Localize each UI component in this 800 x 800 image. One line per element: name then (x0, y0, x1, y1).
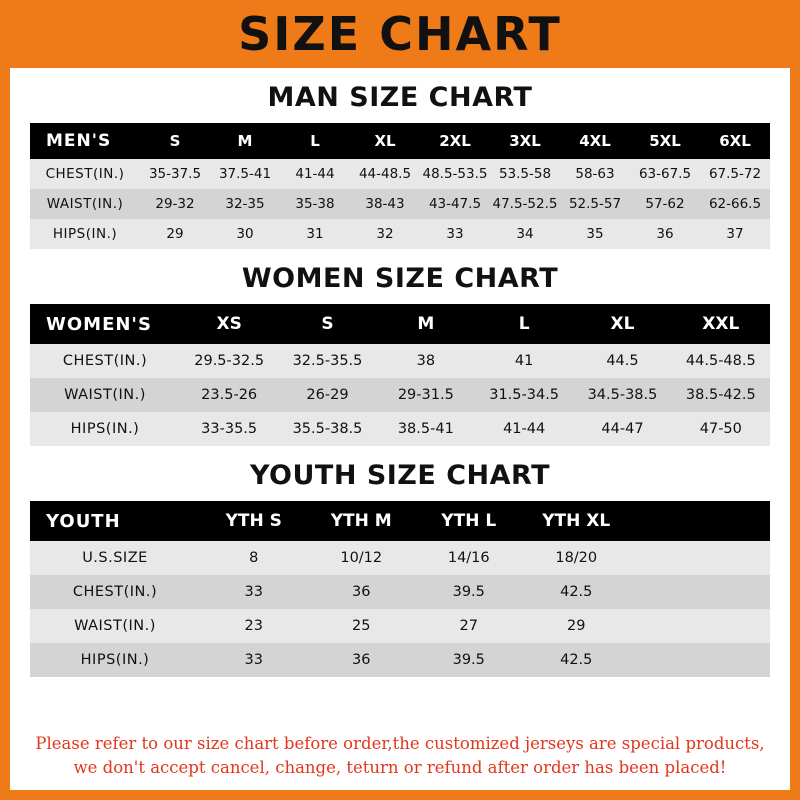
footer-note (20, 726, 780, 790)
table-header-cell: M (210, 123, 280, 159)
table-cell: 36 (308, 575, 416, 609)
table-cell-spacer (630, 643, 770, 677)
row-label: U.S.SIZE (30, 541, 200, 575)
table-row (30, 378, 770, 412)
table-cell: 34.5-38.5 (573, 378, 671, 412)
table-cell: 42.5 (523, 575, 631, 609)
table-row (30, 189, 770, 219)
table-cell: 44.5 (573, 344, 671, 378)
table-cell: 41 (475, 344, 573, 378)
table-row (30, 412, 770, 446)
table-cell: 39.5 (415, 643, 523, 677)
section-man-size-chart (10, 82, 790, 249)
table-cell: 29.5-32.5 (180, 344, 278, 378)
table-cell: 27 (415, 609, 523, 643)
table-header-row (30, 123, 770, 159)
table-header-cell: L (280, 123, 350, 159)
table-cell: 36 (308, 643, 416, 677)
section-title-youth: YOUTH SIZE CHART (249, 460, 551, 491)
row-label: CHEST(IN.) (30, 344, 180, 378)
row-label: WAIST(IN.) (30, 189, 140, 219)
table-cell: 47-50 (672, 412, 770, 446)
table-cell: 35-38 (280, 189, 350, 219)
table-cell-spacer (630, 609, 770, 643)
table-header-cell: MEN'S (30, 123, 140, 159)
table-cell: 35-37.5 (140, 159, 210, 189)
youth-size-table (30, 501, 770, 677)
table-header-cell: YTH L (415, 501, 523, 541)
table-header-cell: 6XL (700, 123, 770, 159)
header-band (0, 0, 800, 68)
table-cell: 47.5-52.5 (490, 189, 560, 219)
table-header-cell: M (377, 304, 475, 344)
table-row (30, 159, 770, 189)
table-cell: 57-62 (630, 189, 700, 219)
table-cell: 18/20 (523, 541, 631, 575)
table-cell: 43-47.5 (420, 189, 490, 219)
table-header-cell: XXL (672, 304, 770, 344)
page-title: SIZE CHART (238, 7, 562, 61)
table-row (30, 643, 770, 677)
table-cell: 62-66.5 (700, 189, 770, 219)
table-cell: 52.5-57 (560, 189, 630, 219)
table-cell: 37.5-41 (210, 159, 280, 189)
table-cell: 38.5-42.5 (672, 378, 770, 412)
table-cell: 39.5 (415, 575, 523, 609)
table-cell: 33 (420, 219, 490, 249)
section-title-women: WOMEN SIZE CHART (241, 263, 559, 294)
table-cell: 14/16 (415, 541, 523, 575)
table-cell: 23.5-26 (180, 378, 278, 412)
table-cell: 32-35 (210, 189, 280, 219)
table-header-spacer (630, 501, 770, 541)
table-header-cell: XS (180, 304, 278, 344)
table-cell: 33 (200, 643, 308, 677)
table-row (30, 541, 770, 575)
table-header-cell: 4XL (560, 123, 630, 159)
row-label: CHEST(IN.) (30, 159, 140, 189)
table-header-cell: YTH S (200, 501, 308, 541)
table-header-cell: XL (350, 123, 420, 159)
table-header-cell: YTH M (308, 501, 416, 541)
table-cell: 36 (630, 219, 700, 249)
row-label: HIPS(IN.) (30, 643, 200, 677)
row-label: HIPS(IN.) (30, 219, 140, 249)
table-header-cell: 5XL (630, 123, 700, 159)
table-cell: 38.5-41 (377, 412, 475, 446)
footer-note-line-1: Please refer to our size chart before order,the customized jerseys are special products, (35, 734, 765, 754)
table-cell-spacer (630, 541, 770, 575)
table-row (30, 575, 770, 609)
section-women-size-chart (10, 263, 790, 446)
man-size-table (30, 123, 770, 249)
table-cell: 67.5-72 (700, 159, 770, 189)
table-cell: 58-63 (560, 159, 630, 189)
table-cell: 30 (210, 219, 280, 249)
table-cell: 44-47 (573, 412, 671, 446)
table-cell: 41-44 (280, 159, 350, 189)
table-cell-spacer (630, 575, 770, 609)
bottom-band (10, 790, 790, 800)
table-row (30, 344, 770, 378)
table-cell: 31.5-34.5 (475, 378, 573, 412)
table-cell: 44-48.5 (350, 159, 420, 189)
section-title-man: MAN SIZE CHART (267, 82, 533, 113)
table-cell: 29 (140, 219, 210, 249)
table-cell: 37 (700, 219, 770, 249)
table-header-row (30, 304, 770, 344)
table-cell: 29-31.5 (377, 378, 475, 412)
table-cell: 10/12 (308, 541, 416, 575)
table-cell: 26-29 (278, 378, 376, 412)
table-cell: 44.5-48.5 (672, 344, 770, 378)
table-header-cell: S (278, 304, 376, 344)
section-youth-size-chart (10, 460, 790, 677)
table-header-cell: YTH XL (523, 501, 631, 541)
table-header-cell: WOMEN'S (30, 304, 180, 344)
table-cell: 8 (200, 541, 308, 575)
table-cell: 53.5-58 (490, 159, 560, 189)
table-header-cell: 2XL (420, 123, 490, 159)
women-size-table (30, 304, 770, 446)
table-cell: 33-35.5 (180, 412, 278, 446)
table-cell: 25 (308, 609, 416, 643)
table-row (30, 609, 770, 643)
table-header-cell: XL (573, 304, 671, 344)
table-cell: 35 (560, 219, 630, 249)
table-cell: 38-43 (350, 189, 420, 219)
table-cell: 63-67.5 (630, 159, 700, 189)
row-label: WAIST(IN.) (30, 609, 200, 643)
table-header-cell: S (140, 123, 210, 159)
table-cell: 29-32 (140, 189, 210, 219)
table-cell: 33 (200, 575, 308, 609)
table-header-cell: YOUTH (30, 501, 200, 541)
table-header-row (30, 501, 770, 541)
table-cell: 32 (350, 219, 420, 249)
table-header-cell: 3XL (490, 123, 560, 159)
row-label: HIPS(IN.) (30, 412, 180, 446)
table-cell: 35.5-38.5 (278, 412, 376, 446)
table-cell: 38 (377, 344, 475, 378)
table-cell: 23 (200, 609, 308, 643)
table-cell: 41-44 (475, 412, 573, 446)
table-row (30, 219, 770, 249)
table-cell: 42.5 (523, 643, 631, 677)
row-label: WAIST(IN.) (30, 378, 180, 412)
table-cell: 48.5-53.5 (420, 159, 490, 189)
table-cell: 32.5-35.5 (278, 344, 376, 378)
footer-note-line-2: we don't accept cancel, change, teturn or refund after order has been placed! (73, 758, 727, 778)
table-header-cell: L (475, 304, 573, 344)
table-cell: 34 (490, 219, 560, 249)
table-cell: 29 (523, 609, 631, 643)
row-label: CHEST(IN.) (30, 575, 200, 609)
table-cell: 31 (280, 219, 350, 249)
